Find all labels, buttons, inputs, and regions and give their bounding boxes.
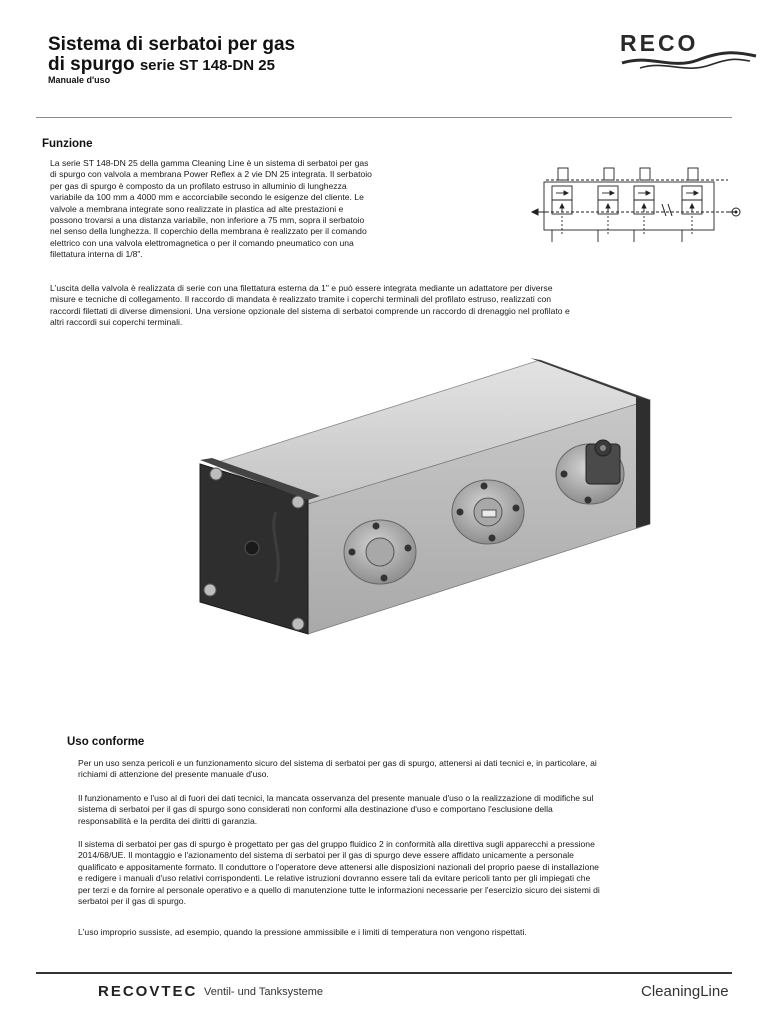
text-line: e redigere i manuali d'uso relativi corrispondenti. Le relative istruzioni dovranno essere tali da evitare pericoli tanto per gli impiegati che [78, 873, 591, 884]
footer-product-line: CleaningLine [641, 983, 729, 1000]
text-line: altri raccordi sui coperchi terminali. [50, 317, 183, 328]
uso-conforme-heading: Uso conforme [67, 736, 145, 748]
text-line: responsabilità e la perdita dei diritti di garanzia. [78, 815, 258, 826]
uso-paragraph-3 [78, 839, 706, 907]
text-line: filettatura interna di 1/8". [50, 249, 143, 260]
schematic-drawing [528, 160, 743, 248]
text-line: L'uscita della valvola è realizzata di serie con una filettatura esterna da 1" e può essere integrata mediante un adattatore per diverse [50, 283, 553, 293]
text-line: raccordi filettati di diverse dimensioni. Una versione opzionale del sistema di serbatoi comprende un raccordo di drenaggio nel profilato e [50, 305, 570, 316]
footer-tagline: Ventil- und Tanksysteme [204, 986, 324, 998]
text-line: valvole a membrana integrate sono realizzate in plastica ad alte prestazioni e [50, 203, 344, 214]
text-line: sistema di serbatoi per il gas di spurgo sono considerati non conformi alla destinazione d'uso e comportano l'esclusione della [78, 804, 553, 815]
uso-paragraph-2 [78, 793, 706, 827]
logo-wordmark: RECO [620, 30, 699, 56]
document-title-line2 [48, 55, 275, 76]
product-image [180, 352, 660, 642]
header-divider [36, 117, 732, 118]
valve-schematic-diagram [528, 160, 743, 248]
text-line: di spurgo con valvola a membrana Power Reflex a 2 vie DN 25 integrata. Il serbatoio [50, 169, 372, 180]
tank-system-illustration [180, 352, 660, 642]
series-label: serie ST 148-DN 25 [139, 57, 275, 74]
uso-paragraph-4 [78, 927, 706, 938]
text-line: per gas di spurgo è composto da un profilato estruso in alluminio di lunghezza [50, 180, 347, 191]
logo-swoosh-icon [620, 30, 760, 75]
document-title-part: di spurgo [48, 54, 135, 75]
text-line: La serie ST 148-DN 25 della gamma Cleaning Line è un sistema di serbatoi per gas [50, 158, 369, 168]
page-header [0, 0, 768, 118]
funzione-heading: Funzione [42, 138, 93, 150]
text-line: misure e tecniche di collegamento. Il raccordo di mandata è realizzato tramite i coperchi terminali del profilato estruso, realizzati con [50, 294, 552, 305]
funzione-paragraph-2 [50, 283, 682, 329]
text-line: qualificato e appositamente formato. Il conduttore o l'operatore deve attenersi alle disposizioni nazionali del proprio paese di installazione [78, 861, 599, 872]
text-line: variabile da 100 mm a 4000 mm e accorciabile secondo le esigenze del cliente. Le [50, 192, 364, 203]
text-line: elettrico con una valvola elettromagnetica o per il comando pneumatico con una [50, 237, 354, 248]
document-title: Sistema di serbatoi per gas [48, 34, 296, 55]
reco-logo [620, 30, 760, 75]
text-line: Per un uso senza pericoli e un funzionamento sicuro del sistema di serbatoi per gas di spurgo, attenersi ai dati tecnici e, in particolare, ai [78, 758, 597, 768]
text-line: Il funzionamento e l'uso al di fuori dei dati tecnici, la mancata osservanza del presente manuale d'uso o la realizzazione di modifiche sul [78, 793, 594, 803]
footer-divider [36, 972, 732, 974]
uso-paragraph-1 [78, 758, 706, 781]
text-line: Il sistema di serbatoi per gas di spurgo è progettato per gas del gruppo fluidico 2 in conformità alla direttiva sugli apparecchi a pressione [78, 839, 595, 849]
text-line: 2014/68/UE. Il montaggio e l'azionamento del sistema di serbatoi per il gas di spurgo deve essere affidato unicamente a personale [78, 850, 574, 861]
text-line: L'uso improprio sussiste, ad esempio, quando la pressione ammissibile e i limiti di temperatura non vengono rispettati. [78, 927, 527, 937]
text-line: per terzi e da fornire al personale operativo e a quello di manutenzione tutte le informazioni necessarie per l'esercizio sicuro dei sistemi di [78, 884, 600, 895]
footer-brand-logo: RECOVTEC [98, 983, 198, 1000]
text-line: serbatoi per il gas di spurgo. [78, 896, 186, 907]
funzione-paragraph-1 [50, 158, 440, 261]
document-subtitle: Manuale d'uso [48, 75, 111, 85]
text-line: nel senso della lunghezza. Il coperchio della membrana è realizzato per il comando [50, 226, 367, 237]
text-line: possono trovarsi a una distanza variabile, non inferiore a 75 mm, sopra il serbatoio [50, 215, 365, 226]
text-line: richiami di attenzione del presente manuale d'uso. [78, 769, 269, 780]
